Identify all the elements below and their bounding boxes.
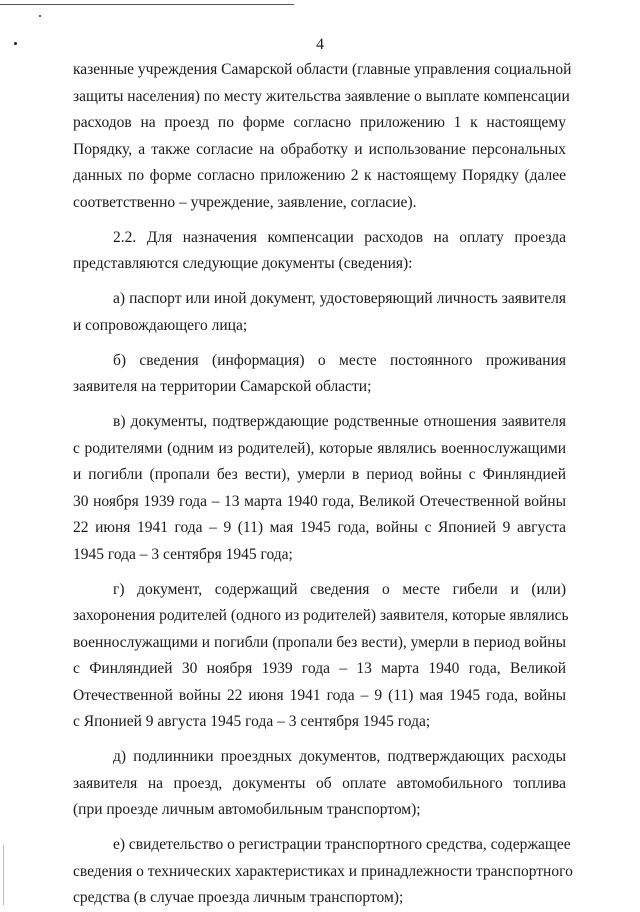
- document-body: [73, 57, 573, 912]
- text-line: сведения о технических характеристиках и принадлежности транспортного: [73, 862, 573, 880]
- text-line: е) свидетельство о регистрации транспортного средства, содержащее: [113, 836, 571, 853]
- text-line: (при проезде личным автомобильным транспортом);: [73, 801, 421, 818]
- text-line: Отечественной войны 22 июня 1941 года – 9 (11) мая 1945 года, войны: [73, 686, 566, 704]
- paragraph-item-a: [73, 286, 566, 339]
- text-line: средства (в случае проезда личным транспортом);: [73, 889, 404, 906]
- text-line: захоронения родителей (одного из родителей) заявителя, которые являлись: [73, 607, 569, 624]
- paragraph-clause-2-2: [73, 225, 566, 278]
- paragraph-item-v: [73, 409, 566, 568]
- text-line: заявителя на территории Самарской области;: [73, 378, 372, 395]
- paragraph-continuation: [73, 57, 572, 216]
- text-line: с Японией 9 августа 1945 года – 3 сентября 1945 года;: [73, 713, 431, 730]
- text-line: представляются следующие документы (сведения):: [73, 255, 413, 272]
- page-number: 4: [316, 36, 324, 53]
- text-line: 22 июня 1941 года – 9 (11) мая 1945 года, войны с Японией 9 августа: [73, 519, 566, 536]
- text-line: с родителями (одним из родителей), которые являлись военнослужащими: [73, 439, 566, 457]
- text-line: соответственно – учреждение, заявление, согласие).: [73, 193, 417, 211]
- text-line: расходов на проезд по форме согласно приложению 1 к настоящему: [73, 114, 566, 131]
- text-line: и погибли (пропали без вести), умерли в период войны с Финляндией: [73, 466, 566, 483]
- text-line: заявителя на проезд, документы об оплате автомобильного топлива: [73, 774, 566, 792]
- scan-speck: [39, 15, 41, 17]
- text-line: а) паспорт или иной документ, удостоверяющий личность заявителя: [113, 290, 566, 307]
- paragraph-item-b: [73, 348, 566, 401]
- text-line: данных по форме согласно приложению 2 к настоящему Порядку (далее: [73, 167, 566, 184]
- text-line: защиты населения) по месту жительства заявление о выплате компенсации: [73, 87, 570, 105]
- text-line: и сопровождающего лица;: [73, 316, 248, 334]
- text-line: д) подлинники проездных документов, подтверждающих расходы: [113, 748, 566, 765]
- text-line: 2.2. Для назначения компенсации расходов на оплату проезда: [113, 228, 566, 246]
- text-line: казенные учреждения Самарской области (главные управления социальной: [73, 61, 572, 78]
- text-line: б) сведения (информация) о месте постоянного проживания: [113, 351, 566, 369]
- text-line: 30 ноября 1939 года – 13 марта 1940 года, Великой Отечественной войны: [73, 492, 566, 510]
- paragraph-item-g: [73, 577, 569, 736]
- left-margin-rule: [3, 845, 4, 905]
- text-line: военнослужащими и погибли (пропали без вести), умерли в период войны: [73, 633, 566, 651]
- paragraph-item-e: [73, 832, 573, 912]
- text-line: г) документ, содержащий сведения о месте гибели и (или): [113, 580, 566, 598]
- paragraph-item-d: [73, 744, 566, 824]
- text-line: с Финляндией 30 ноября 1939 года – 13 марта 1940 года, Великой: [73, 660, 566, 677]
- text-line: Порядку, а также согласие на обработку и использование персональных: [73, 140, 566, 158]
- text-line: в) документы, подтверждающие родственные отношения заявителя: [113, 413, 566, 430]
- top-edge-rule: [0, 4, 294, 5]
- text-line: 1945 года – 3 сентября 1945 года;: [73, 545, 293, 563]
